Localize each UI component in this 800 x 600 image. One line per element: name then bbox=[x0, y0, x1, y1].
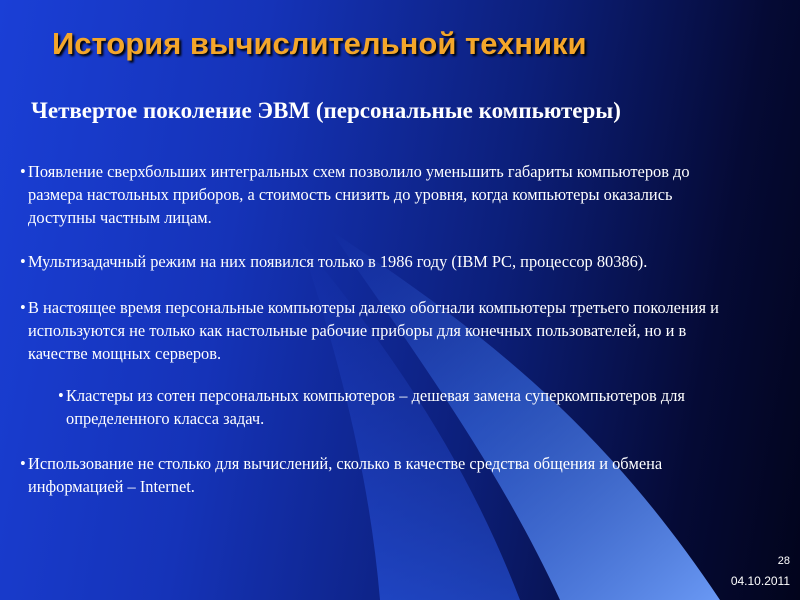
bullet-item bbox=[20, 250, 740, 273]
bullet-item bbox=[20, 160, 740, 229]
page-number: 28 bbox=[777, 555, 790, 567]
bullet-item bbox=[20, 452, 740, 498]
bullet-dot-icon: • bbox=[20, 162, 26, 181]
bullet-dot-icon: • bbox=[20, 252, 26, 271]
slide-title: История вычислительной техники bbox=[52, 26, 587, 61]
bullet-dot-icon: • bbox=[58, 386, 64, 405]
bullet-item bbox=[20, 296, 740, 365]
bullet-list bbox=[20, 160, 740, 520]
bullet-text: Мультизадачный режим на них появился только в 1986 году (IBM PC, процессор 80386). bbox=[28, 252, 648, 271]
bullet-dot-icon: • bbox=[20, 298, 26, 317]
bullet-dot-icon: • bbox=[20, 454, 26, 473]
bullet-text: Кластеры из сотен персональных компьютеров – дешевая замена суперкомпьютеров для определенного класса задач. bbox=[66, 386, 685, 428]
slide-subtitle: Четвертое поколение ЭВМ (персональные компьютеры) bbox=[31, 98, 621, 123]
bullet-text: Использование не столько для вычислений, сколько в качестве средства общения и обмена информацией – Internet. bbox=[28, 454, 663, 496]
bullet-text: Появление сверхбольших интегральных схем позволило уменьшить габариты компьютеров до размера настольных приборов, а стоимость снизить до уровня, когда компьютеры оказались доступны частным лицам. bbox=[28, 162, 690, 227]
slide-date: 04.10.2011 bbox=[730, 574, 790, 588]
bullet-text: В настоящее время персональные компьютеры далеко обогнали компьютеры третьего поколения и используются не только как настольные рабочие приборы для конечных пользователей, но и в качестве мощных серверов. bbox=[28, 298, 719, 363]
sub-bullet-item bbox=[58, 384, 740, 430]
